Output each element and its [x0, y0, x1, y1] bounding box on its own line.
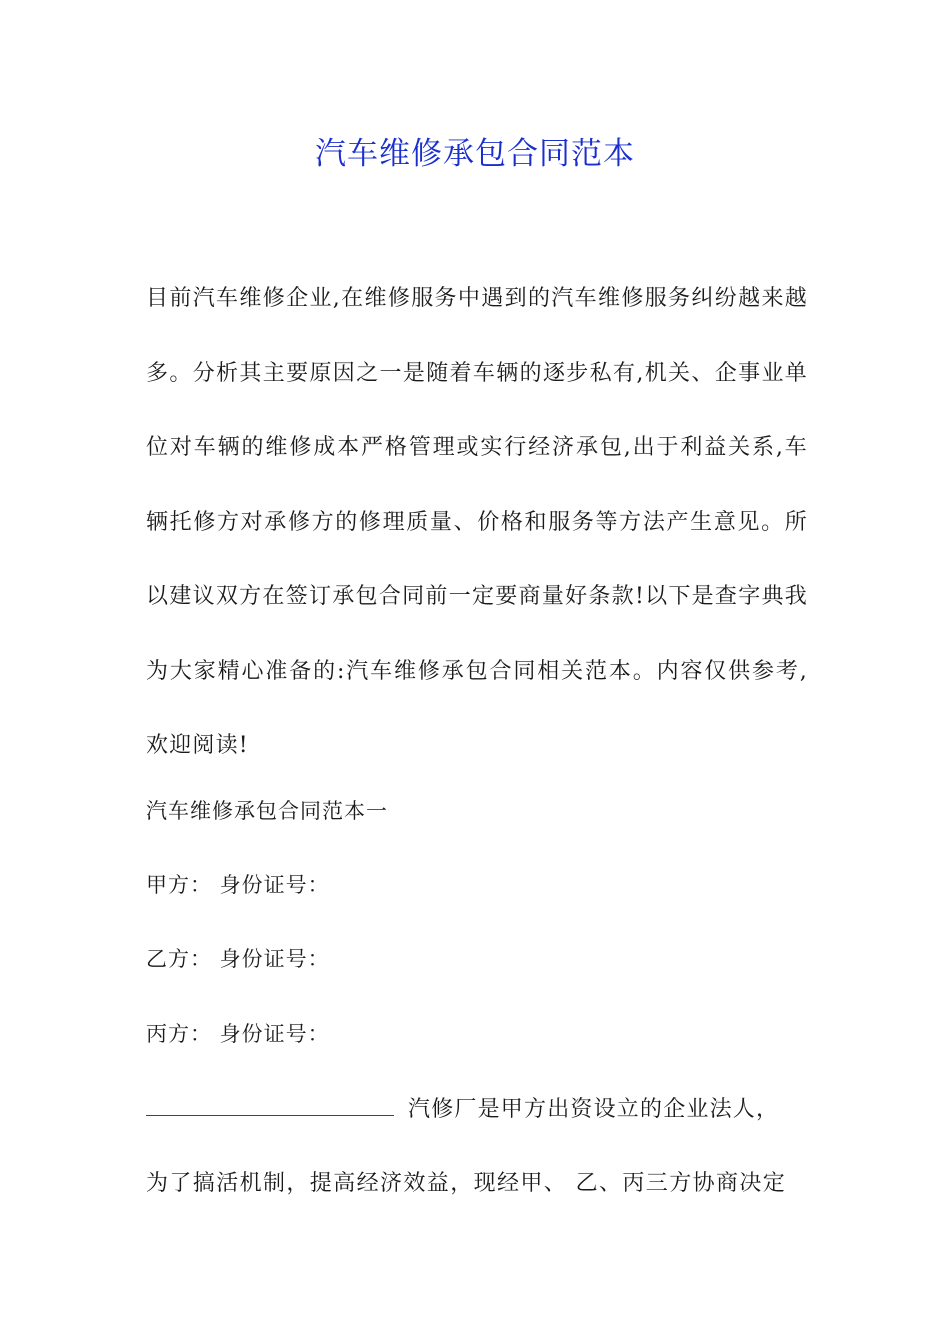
- clause-text: 汽修厂是甲方出资设立的企业法人，: [408, 1097, 780, 1122]
- party-a-line: 甲方： 身份证号：: [146, 873, 330, 897]
- clause-continuation: 为了搞活机制，提高经济效益，现经甲、 乙、丙三方协商决定: [146, 1171, 787, 1196]
- intro-paragraph: 目前汽车维修企业,在维修服务中遇到的汽车维修服务纠纷越来越多。分析其主要原因之一是随着车辆的逐步私有,机关、企事业单位对车辆的维修成本严格管理或实行经济承包,出于利益关系,车辆托修方对承修方的修理质量、价格和服务等方法产生意见。所以建议双方在签订承包合同前一定要商量好条款!以下是查字典我为大家精心准备的:汽车维修承包合同相关范本。内容仅供参考,欢迎阅读!: [146, 286, 808, 758]
- section-heading: 汽车维修承包合同范本一: [146, 799, 388, 823]
- party-c-line: 丙方： 身份证号：: [146, 1022, 330, 1046]
- clause-line: [146, 1092, 808, 1123]
- document-title: 汽车维修承包合同范本: [315, 136, 635, 172]
- fill-in-blank: [146, 1095, 394, 1116]
- party-b-line: 乙方： 身份证号：: [146, 947, 330, 971]
